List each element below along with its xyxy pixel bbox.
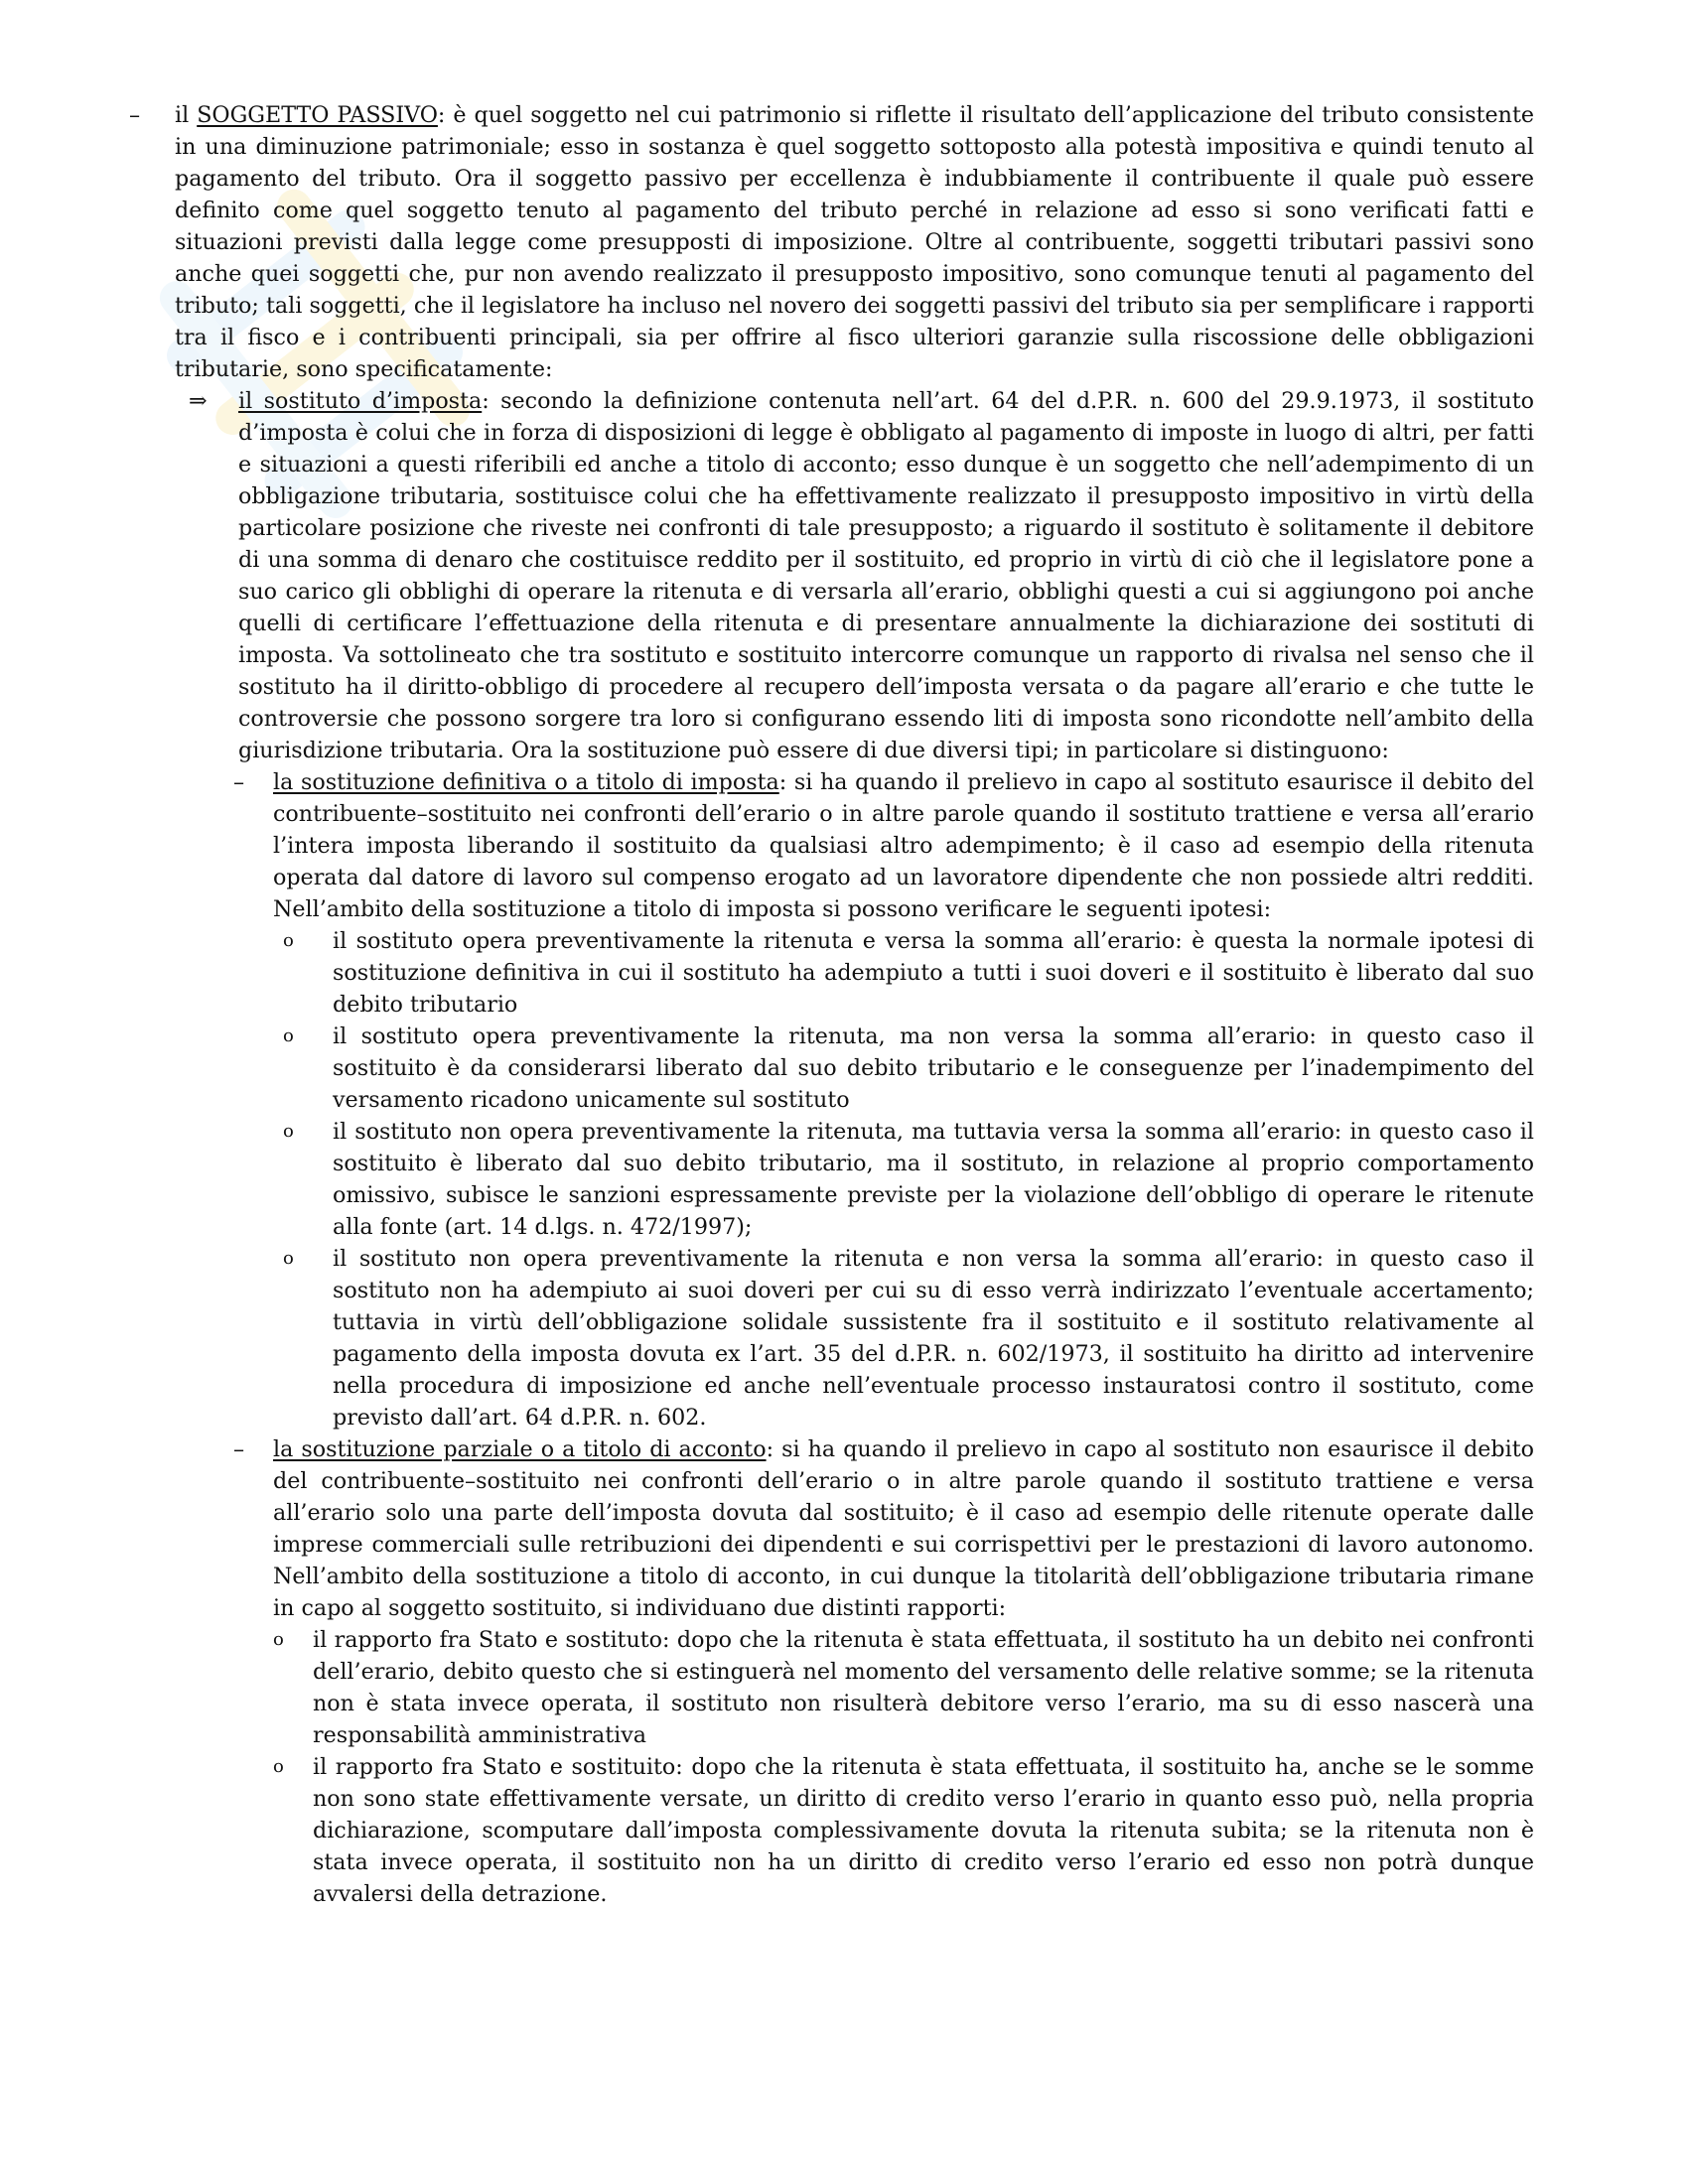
arrow-bullet-icon: ⇒: [189, 388, 208, 414]
circle-bullet-icon: o: [283, 930, 294, 951]
sostituto-paragraph: [129, 385, 1534, 766]
sostituto-text: : secondo la definizione contenuta nell’art. 64 del d.P.R. n. 600 del 29.9.1973, il sostituto d’imposta è colui che in forza di disposizioni di legge è obbligato al pagamento di imposte in luogo di altri, per fatti e situazioni a questi riferibili ed anche a titolo di acconto; esso dunque è un soggetto che nell’adempimento di un obbligazione tributaria, sostituisce colui che ha effettivamente realizzato il presupposto impositivo in virtù della particolare posizione che riveste nei confronti di tale presupposto; a riguardo il sostituto è solitamente il debitore di una somma di denaro che costituisce reddito per il sostituito, ed proprio in virtù di ciò che il legislatore pone a suo carico gli obblighi di operare la ritenuta e di versarla all’erario, obblighi questi a cui si aggiungono poi anche quelli di certificare l’effettuazione della ritenuta e di presentare annualmente la dichiarazione dei sostituti di imposta. Va sottolineato che tra sostituto e sostituito intercorre comunque un rapporto di rivalsa nel senso che il sostituto ha il diritto-obbligo di procedere al recupero dell’imposta versata o da pagare all’erario e che tutte le controversie che possono sorgere tra loro si configurano essendo liti di imposta sono ricondotte nell’ambito della giurisdizione tributaria. Ora la sostituzione può essere di due diversi tipi; in particolare si distinguono:: [238, 388, 1535, 763]
definitiva-item-4: [129, 1243, 1534, 1433]
parziale-item-2: [129, 1751, 1534, 1910]
dash-bullet: –: [129, 102, 141, 128]
definitiva-item-3: [129, 1116, 1534, 1243]
definitiva-item-text: il sostituto opera preventivamente la ritenuta e versa la somma all’erario: è questa la normale ipotesi di sostituzione definitiva in cui il sostituto ha adempiuto a tutti i suoi doveri e il sostituito è liberato dal suo debito tributario: [333, 928, 1534, 1018]
soggetto-passivo-term: SOGGETTO PASSIVO: [197, 102, 438, 128]
definitiva-paragraph: [129, 766, 1534, 925]
definitiva-item-text: il sostituto non opera preventivamente la ritenuta e non versa la somma all’erario: in questo caso il sostituto non ha adempiuto ai suoi doveri per cui su di esso verrà indirizzato l’eventuale accertamento; tuttavia in virtù dell’obbligazione solidale sussistente fra il sostituito e il sostituto relativamente al pagamento della imposta dovuta ex l’art. 35 del d.P.R. n. 602/1973, il sostituito ha diritto ad intervenire nella procedura di imposizione ed anche nell’eventuale processo instauratosi contro il sostituto, come previsto dall’art. 64 d.P.R. n. 602.: [333, 1246, 1534, 1431]
definitiva-item-text: il sostituto opera preventivamente la ritenuta, ma non versa la somma all’erario: in questo caso il sostituito è da considerarsi liberato dal suo debito tributario e le conseguenze per l’inadempimento del versamento ricadono unicamente sul sostituto: [333, 1024, 1534, 1113]
definitiva-text: : si ha quando il prelievo in capo al sostituto esaurisce il debito del contribuente–sostituito nei confronti dell’erario o in altre parole quando il sostituto trattiene e versa all’erario l’intera imposta liberando il sostituito da qualsiasi altro adempimento; è il caso ad esempio della ritenuta operata dal datore di lavoro sul compenso erogato ad un lavoratore dipendente che non possiede altri redditi. Nell’ambito della sostituzione a titolo di imposta si possono verificare le seguenti ipotesi:: [273, 769, 1534, 922]
dash-bullet: –: [233, 1436, 245, 1462]
parziale-item-1: [129, 1624, 1534, 1751]
parziale-item-text: il rapporto fra Stato e sostituto: dopo che la ritenuta è stata effettuata, il sostituto ha un debito nei confronti dell’erario, debito questo che si estinguerà nel momento del versamento delle relative somme; se la ritenuta non è stata invece operata, il sostituto non risulterà debitore verso l’erario, ma su di esso nascerà una responsabilità amministrativa: [313, 1627, 1534, 1748]
circle-bullet-icon: o: [273, 1756, 284, 1777]
soggetto-passivo-paragraph: [129, 99, 1534, 385]
sostituto-term: il sostituto d’imposta: [238, 388, 483, 414]
parziale-paragraph: [129, 1433, 1534, 1624]
parziale-term: la sostituzione parziale o a titolo di acconto: [273, 1436, 767, 1462]
definitiva-item-text: il sostituto non opera preventivamente la ritenuta, ma tuttavia versa la somma all’erario: in questo caso il sostituito è liberato dal suo debito tributario, ma il sostituto, in relazione al proprio comportamento omissivo, subisce le sanzioni espressamente previste per la violazione dell’obbligo di operare le ritenute alla fonte (art. 14 d.lgs. n. 472/1997);: [333, 1119, 1534, 1240]
circle-bullet-icon: o: [273, 1629, 284, 1650]
circle-bullet-icon: o: [283, 1025, 294, 1046]
circle-bullet-icon: o: [283, 1248, 294, 1269]
definitiva-item-2: [129, 1021, 1534, 1116]
definitiva-term: la sostituzione definitiva o a titolo di imposta: [273, 769, 779, 795]
definitiva-item-1: [129, 925, 1534, 1021]
prefix-text: il: [175, 102, 198, 128]
parziale-item-text: il rapporto fra Stato e sostituito: dopo che la ritenuta è stata effettuata, il sostituito ha, anche se le somme non sono state effettivamente versate, un diritto di credito verso l’erario in quanto esso può, nella propria dichiarazione, scomputare dall’imposta complessivamente dovuta la ritenuta subita; se la ritenuta non è stata invece operata, il sostituito non ha un diritto di credito verso l’erario ed esso non potrà dunque avvalersi della detrazione.: [313, 1754, 1534, 1907]
document-page: [129, 99, 1534, 1910]
circle-bullet-icon: o: [283, 1121, 294, 1142]
soggetto-passivo-text: : è quel soggetto nel cui patrimonio si riflette il risultato dell’applicazione del tributo consistente in una diminuzione patrimoniale; esso in sostanza è quel soggetto sottoposto alla potestà impositiva e quindi tenuto al pagamento del tributo. Ora il soggetto passivo per eccellenza è indubbiamente il contribuente il quale può essere definito come quel soggetto tenuto al pagamento del tributo perché in relazione ad esso si sono verificati fatti e situazioni previsti dalla legge come presupposti di imposizione. Oltre al contribuente, soggetti tributari passivi sono anche quei soggetti che, pur non avendo realizzato il presupposto impositivo, sono comunque tenuti al pagamento del tributo; tali soggetti, che il legislatore ha incluso nel novero dei soggetti passivi del tributo sia per semplificare i rapporti tra il fisco e i contribuenti principali, sia per offrire al fisco ulteriori garanzie sulla riscossione delle obbligazioni tributarie, sono specificatamente:: [175, 102, 1534, 382]
parziale-text: : si ha quando il prelievo in capo al sostituto non esaurisce il debito del contribuente–sostituito nei confronti dell’erario o in altre parole quando il sostituto trattiene e versa all’erario solo una parte dell’imposta dovuta dal sostituito; è il caso ad esempio delle ritenute operate dalle imprese commerciali sulle retribuzioni dei dipendenti e sui corrispettivi per le prestazioni di lavoro autonomo. Nell’ambito della sostituzione a titolo di acconto, in cui dunque la titolarità dell’obbligazione tributaria rimane in capo al soggetto sostituito, si individuano due distinti rapporti:: [273, 1436, 1534, 1621]
dash-bullet: –: [233, 769, 245, 795]
